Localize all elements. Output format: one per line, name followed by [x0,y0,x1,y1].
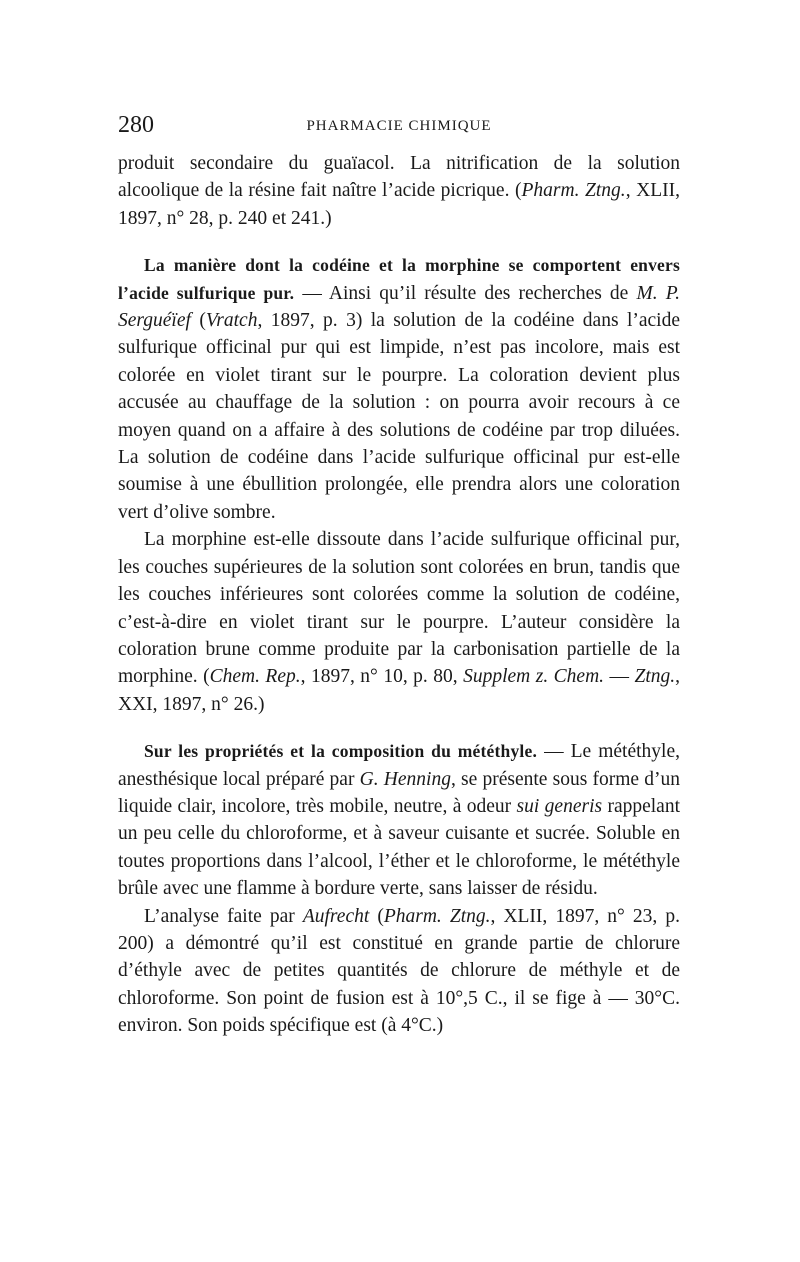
text-run: , XLII, 1897, n° 28, p. 240 et 241.) [118,180,680,229]
text-run: ( [190,310,206,332]
page-body [118,150,680,1040]
paragraph-codeine-morphine [118,252,680,526]
page-header [118,112,680,142]
citation-journal: Supplem z. Chem. [463,666,605,688]
text-run: , 1897, p. 3) la solution de la codéine dans l’acide sulfurique officinal pur qui est limpide, n’est pas incolore, mais est colorée en violet tirant sur le pourpre. La coloration devient plus accusée au chauffage de la solution : on pourra avoir recours à ce moyen quand on a affaire à des solutions de codéine par trop diluées. La solution de codéine dans l’acide sulfurique officinal pur est-elle soumise à une ébullition prolongée, elle prendra alors une coloration vert d’olive sombre. [118,310,680,523]
citation-journal: Pharm. Ztng. [521,180,626,202]
text-run: , XXI, 1897, n° 26.) [118,666,680,715]
running-title: PHARMACIE CHIMIQUE [306,118,492,134]
citation-journal: Vratch [205,310,258,332]
citation-journal: Pharm. Ztng. [383,905,491,927]
text-run: , se présente sous forme d’un liquide clair, incolore, très mobile, neutre, à odeur [118,768,680,817]
text-run: La morphine est-elle dissoute dans l’acide sulfurique officinal pur, les couches supérieures de la solution sont colorées en brun, tandis que les couches inférieures sont colorées comme la solution de codéine, c’est-à-dire en violet tirant sur le pourpre. L’auteur considère la coloration brune comme produite par la carbonisation partielle de la morphine. ( [118,529,680,688]
text-run: , 1897, n° 10, p. 80, [300,666,464,688]
text-run: rappelant un peu celle du chloroforme, et à saveur cuisante et sucrée. Soluble en toutes proportions dans l’alcool, l’éther et le chloroforme, le météthyle brûle avec une flamme à bordure verte, sans laisser de résidu. [118,795,681,900]
text-run: L’analyse faite par [144,905,303,927]
author-name: G. Henning [359,768,451,790]
citation-journal: Ztng. [634,666,676,688]
text-run: — [604,666,635,688]
author-name: M. P. Serguéïef [118,282,680,332]
page-number: 280 [118,112,154,138]
text-run: ( [369,905,384,927]
text-run: , XLII, 1897, n° 23, p. 200) a démontré qu’il est constitué en grande partie de chlorure d’éthyle avec de petites quantités de chlorure de méthyle et de chloroforme. Son point de fusion est à 10°,5 C., il se fige à — 30°C. environ. Son poids spécifique est (à 4°C.) [118,905,680,1037]
text-run: produit secondaire du guaïacol. La nitrification de la solution alcoolique de la résine fait naître l’acide picrique. ( [118,153,680,202]
section-title-codeine-morphine: La manière dont la codéine et la morphine se comportent envers l’acide sulfurique pur. [118,255,680,303]
section-title-metethyle: Sur les propriétés et la composition du météthyle. [144,741,538,762]
citation-journal: Chem. Rep. [209,666,301,688]
author-name: Aufrecht [302,905,370,927]
paragraph-analysis [118,903,680,1040]
paragraph-metethyle [118,738,680,902]
latin-phrase: sui generis [516,795,603,817]
text-run: — Le météthyle, anesthésique local préparé par [118,741,680,790]
paragraph-morphine [118,526,680,718]
text-run: — Ainsi qu’il résulte des recherches de [294,282,637,304]
paragraph-guaiacol-end [118,150,680,232]
